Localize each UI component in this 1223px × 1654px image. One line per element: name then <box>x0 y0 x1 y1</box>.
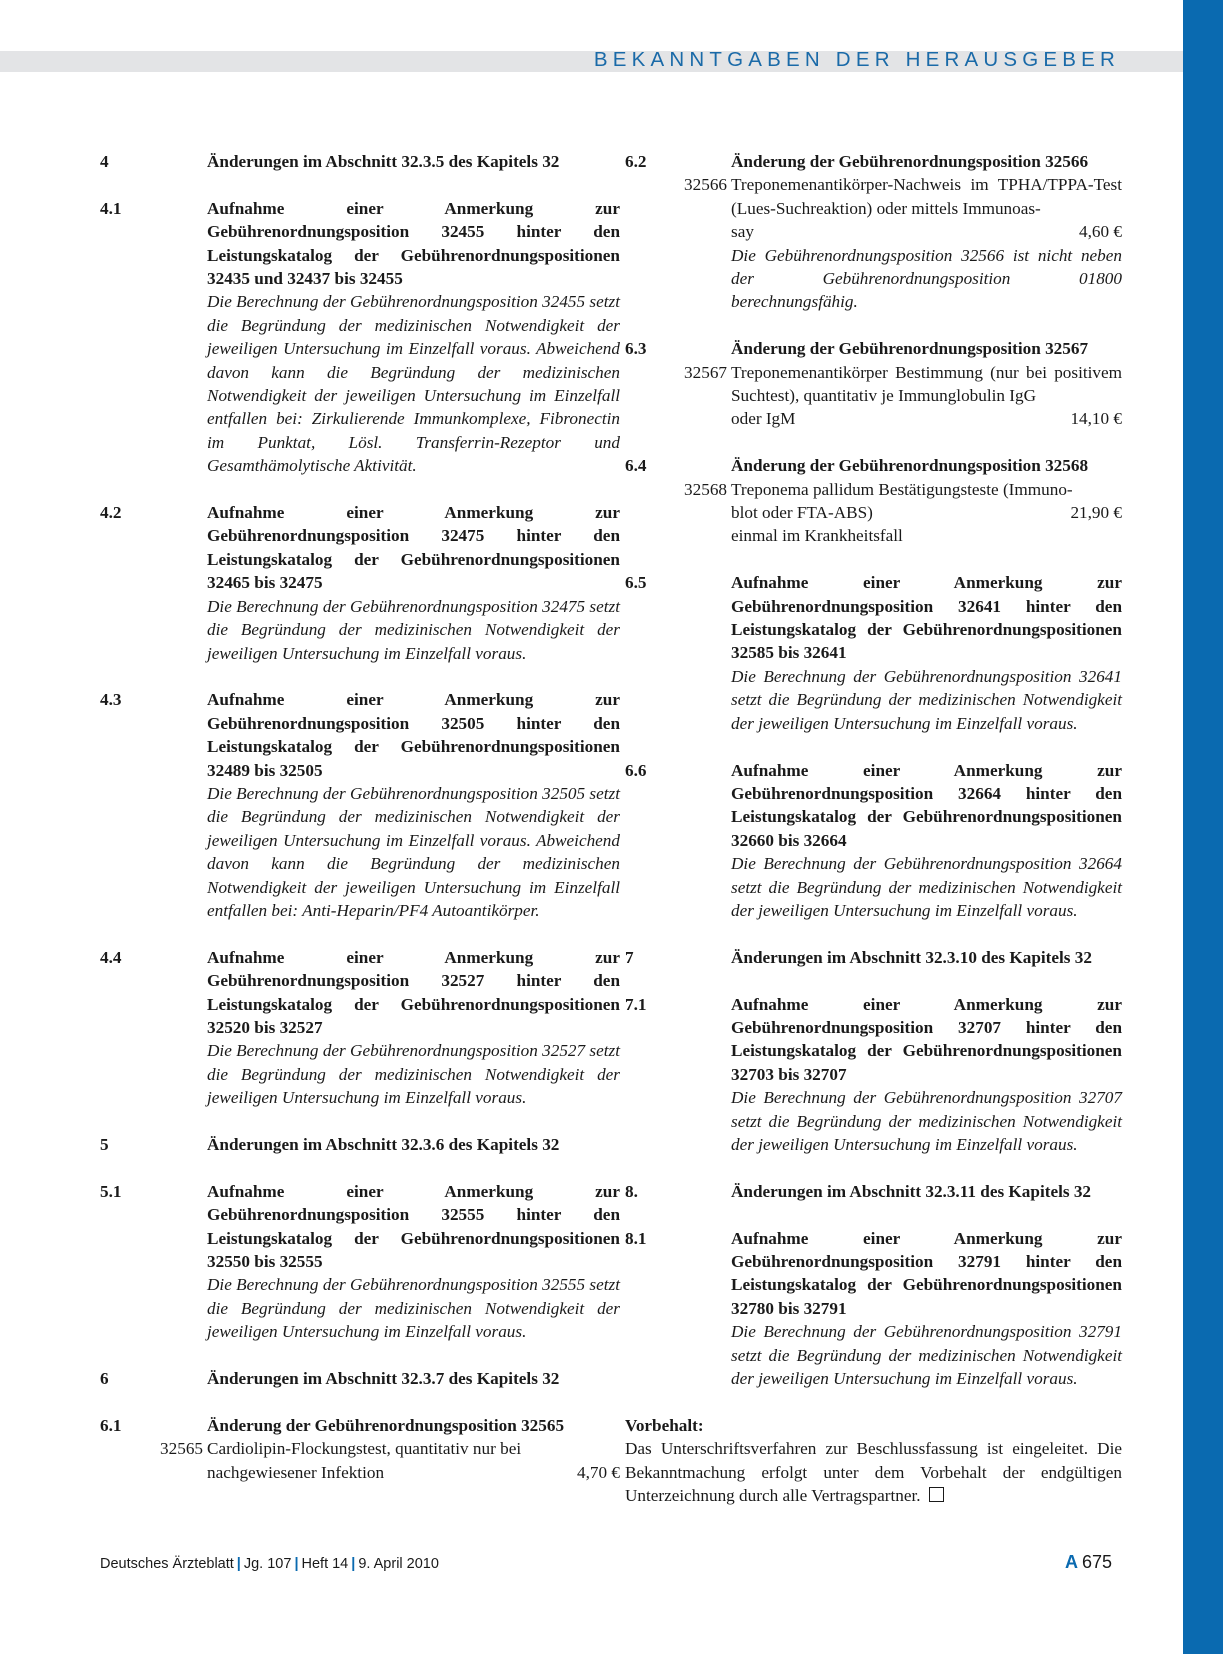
fee-price: 14,10 € <box>1070 409 1122 429</box>
section-heading: Änderungen im Abschnitt 32.3.6 des Kapitels 32 <box>207 1134 560 1154</box>
section-heading: Änderungen im Abschnitt 32.3.11 des Kapitels 32 <box>731 1181 1092 1201</box>
section-heading: Aufnahme einer Anmerkung zur Gebührenordnungsposition 32555 hinter den Leistungskatalog der Gebührenordnungspositionen 32550 bis 32555 <box>207 1181 620 1271</box>
section-number: 8. <box>625 1181 638 1201</box>
section-heading: Aufnahme einer Anmerkung zur Gebührenordnungsposition 32641 hinter den Leistungskatalog der Gebührenordnungspositionen 32585 bis 32641 <box>731 573 1122 663</box>
fee-description-end: oder IgM <box>731 409 796 429</box>
page-number <box>1065 1552 1112 1573</box>
left-column <box>100 150 620 1507</box>
section-note: Die Berechnung der Gebührenordnungsposition 32505 setzt die Begründung der medizinischen Notwendigkeit der jeweiligen Untersuchung im Einzelfall voraus. Abweichend davon kann die Begründung der medizinischen Notwendigkeit der jeweiligen Untersuchung im Einzelfall entfallen bei: Anti-Heparin/PF4 Autoantikörper. <box>207 783 620 920</box>
section-heading: Aufnahme einer Anmerkung zur Gebührenordnungsposition 32791 hinter den Leistungskatalog der Gebührenordnungspositionen 32780 bis 32791 <box>731 1228 1122 1318</box>
section-heading: Aufnahme einer Anmerkung zur Gebührenordnungsposition 32505 hinter den Leistungskatalog der Gebührenordnungspositionen 32489 bis 32505 <box>207 690 620 780</box>
section-number: 6.3 <box>625 339 647 359</box>
fee-code: 32565 <box>160 1439 203 1459</box>
section-7-1 <box>625 993 1122 1157</box>
vorbehalt-block <box>625 1414 1122 1508</box>
section-4-2 <box>100 501 620 665</box>
section-header-title: BEKANNTGABEN DER HERAUSGEBER <box>593 48 1120 71</box>
fee-price: 21,90 € <box>1070 503 1122 523</box>
section-note: Die Berechnung der Gebührenordnungsposition 32527 setzt die Begründung der medizinischen Notwendigkeit der jeweiligen Untersuchung im Einzelfall voraus. <box>207 1041 620 1108</box>
section-note: Die Gebührenordnungsposition 32566 ist nicht neben der Gebührenordnungsposition 01800 berechnungsfähig. <box>731 245 1122 312</box>
section-8-1 <box>625 1227 1122 1391</box>
section-heading: Änderung der Gebührenordnungsposition 32565 <box>207 1415 565 1435</box>
footer: Deutsches Ärzteblatt | Jg. 107 | Heft 14 | 9. April 2010 <box>100 1556 439 1572</box>
fee-position <box>625 478 1122 548</box>
section-6-2 <box>625 150 1122 314</box>
section-number: 6.5 <box>625 573 647 593</box>
section-number: 6.2 <box>625 152 647 171</box>
section-heading: Aufnahme einer Anmerkung zur Gebührenordnungsposition 32664 hinter den Leistungskatalog der Gebührenordnungspositionen 32660 bis 32664 <box>731 760 1122 850</box>
section-number: 4.1 <box>100 198 122 218</box>
section-number: 4.3 <box>100 690 122 710</box>
end-of-article-box-icon <box>929 1487 944 1502</box>
section-number: 6.6 <box>625 760 647 780</box>
section-6-5 <box>625 571 1122 735</box>
section-6 <box>100 1367 620 1390</box>
section-4-1 <box>100 197 620 478</box>
section-heading: Aufnahme einer Anmerkung zur Gebührenordnungsposition 32475 hinter den Leistungskatalog der Gebührenordnungspositionen 32465 bis 32475 <box>207 503 620 593</box>
section-6-4 <box>625 454 1122 548</box>
fee-code: 32566 <box>684 175 727 195</box>
fee-position <box>625 361 1122 431</box>
journal-issue: Heft 14 <box>301 1556 349 1572</box>
section-note: Die Berechnung der Gebührenordnungsposition 32791 setzt die Begründung der medizinischen Notwendigkeit der jeweiligen Untersuchung im Einzelfall voraus. <box>731 1322 1122 1388</box>
side-accent-bar <box>1183 0 1223 1654</box>
fee-description-end: blot oder FTA-ABS) <box>731 503 873 523</box>
section-8 <box>625 1180 1122 1203</box>
section-5-1 <box>100 1180 620 1344</box>
section-7 <box>625 946 1122 969</box>
journal-volume: Jg. 107 <box>243 1556 292 1572</box>
section-heading: Änderung der Gebührenordnungsposition 32568 <box>731 456 1089 476</box>
section-number: 4.2 <box>100 503 122 523</box>
section-6-6 <box>625 759 1122 923</box>
section-heading: Änderungen im Abschnitt 32.3.10 des Kapitels 32 <box>731 947 1092 967</box>
fee-description: Treponemenantikörper-Nachweis im TPHA/TPPA-Test (Lues-Suchreaktion) oder mittels Immunoas- <box>731 175 1122 218</box>
section-heading: Änderung der Gebührenordnungsposition 32566 <box>731 152 1089 171</box>
section-heading: Änderungen im Abschnitt 32.3.7 des Kapitels 32 <box>207 1369 560 1389</box>
section-number: 6.4 <box>625 456 647 476</box>
fee-description-end: say <box>731 222 754 242</box>
page-prefix: A <box>1064 1552 1078 1572</box>
section-number: 7.1 <box>625 994 647 1014</box>
section-4-4 <box>100 946 620 1110</box>
fee-description: Treponemenantikörper Bestimmung (nur bei positivem Suchtest), quantitativ je Immunglobulin IgG <box>731 362 1122 406</box>
section-heading: Änderung der Gebührenordnungsposition 32567 <box>731 339 1089 359</box>
section-heading: Änderungen im Abschnitt 32.3.5 des Kapitels 32 <box>207 152 560 171</box>
section-number: 6.1 <box>100 1415 122 1435</box>
fee-price: 4,70 € <box>577 1462 620 1482</box>
section-number: 8.1 <box>625 1228 647 1248</box>
section-note: Die Berechnung der Gebührenordnungsposition 32455 setzt die Begründung der medizinischen Notwendigkeit der jeweiligen Untersuchung im Einzelfall voraus. Abweichend davon kann die Begründung der medizinischen Notwendigkeit der jeweiligen Untersuchung im Einzelfall entfallen bei: Zirkulierende Immunkomplexe, Fibronectin im Punktat, Lösl. Transferrin-Rezeptor und Gesamthämolytische Aktivität. <box>207 292 620 476</box>
fee-extra: einmal im Krankheitsfall <box>731 526 903 546</box>
section-number: 4 <box>100 152 109 171</box>
section-heading: Aufnahme einer Anmerkung zur Gebührenordnungsposition 32527 hinter den Leistungskatalog der Gebührenordnungspositionen 32520 bis 32527 <box>207 947 620 1037</box>
section-heading: Aufnahme einer Anmerkung zur Gebührenordnungsposition 32707 hinter den Leistungskatalog der Gebührenordnungspositionen 32703 bis 32707 <box>731 994 1122 1084</box>
journal-name: Deutsches Ärzteblatt <box>100 1556 234 1572</box>
section-note: Die Berechnung der Gebührenordnungsposition 32707 setzt die Begründung der medizinischen Notwendigkeit der jeweiligen Untersuchung im Einzelfall voraus. <box>731 1088 1122 1154</box>
section-5 <box>100 1133 620 1156</box>
section-heading: Aufnahme einer Anmerkung zur Gebührenordnungsposition 32455 hinter den Leistungskatalog der Gebührenordnungspositionen 32435 und 32437 bis 32455 <box>207 198 620 289</box>
section-note: Die Berechnung der Gebührenordnungsposition 32641 setzt die Begründung der medizinischen Notwendigkeit der jeweiligen Untersuchung im Einzelfall voraus. <box>731 666 1122 733</box>
fee-description-end: nachgewiesener Infektion <box>207 1462 385 1482</box>
section-number: 7 <box>625 947 634 967</box>
vorbehalt-title: Vorbehalt: <box>625 1415 704 1435</box>
section-number: 6 <box>100 1369 109 1389</box>
section-number: 5 <box>100 1134 109 1154</box>
fee-code: 32568 <box>684 479 727 499</box>
section-note: Die Berechnung der Gebührenordnungsposition 32664 setzt die Begründung der medizinischen Notwendigkeit der jeweiligen Untersuchung im Einzelfall voraus. <box>731 854 1122 920</box>
section-number: 5.1 <box>100 1181 122 1201</box>
vorbehalt-text: Das Unterschriftsverfahren zur Beschlussfassung ist eingeleitet. Die Bekanntmachung erfolgt unter dem Vorbehalt der endgültigen Unterzeichnung durch alle Vertragspartner. <box>625 1439 1122 1506</box>
section-4-3 <box>100 688 620 922</box>
section-6-1 <box>100 1414 620 1484</box>
fee-position <box>100 1437 620 1484</box>
fee-description: Treponema pallidum Bestätigungsteste (Immuno- <box>731 479 1073 499</box>
journal-date: 9. April 2010 <box>358 1556 439 1572</box>
right-column <box>625 150 1122 1507</box>
fee-price: 4,60 € <box>1079 222 1122 242</box>
section-note: Die Berechnung der Gebührenordnungsposition 32555 setzt die Begründung der medizinischen Notwendigkeit der jeweiligen Untersuchung im Einzelfall voraus. <box>207 1275 620 1342</box>
fee-position <box>625 173 1122 313</box>
section-note: Die Berechnung der Gebührenordnungsposition 32475 setzt die Begründung der medizinischen Notwendigkeit der jeweiligen Untersuchung im Einzelfall voraus. <box>207 596 620 663</box>
fee-code: 32567 <box>684 362 727 382</box>
section-number: 4.4 <box>100 947 122 967</box>
section-4 <box>100 150 620 173</box>
fee-description: Cardiolipin-Flockungstest, quantitativ nur bei <box>207 1439 522 1459</box>
section-6-3 <box>625 337 1122 431</box>
page-number-value: 675 <box>1081 1552 1112 1572</box>
